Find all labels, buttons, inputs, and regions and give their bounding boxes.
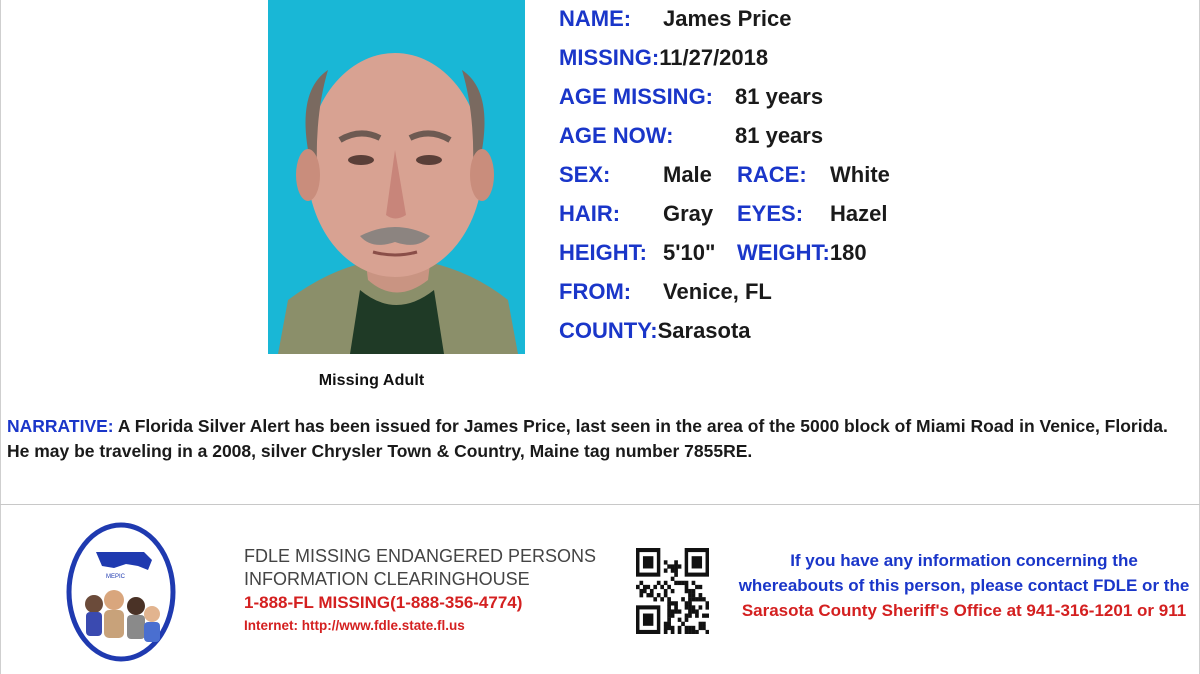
from-label: FROM: (559, 279, 632, 304)
age-now-label: AGE NOW: (559, 123, 674, 148)
height-field (559, 240, 716, 266)
height-label: HEIGHT: (559, 240, 647, 265)
hair-field (559, 201, 714, 227)
narrative (7, 414, 1195, 464)
name-value: James Price (663, 6, 792, 31)
contact-line1: If you have any information concerning the (790, 551, 1138, 570)
logo-text: MEPIC (106, 574, 126, 580)
hair-label: HAIR: (559, 201, 621, 226)
county-value: Sarasota (657, 318, 751, 343)
missing-date-value: 11/27/2018 (659, 45, 769, 70)
eyes-field (737, 201, 888, 227)
missing-date-label: MISSING: (559, 45, 660, 70)
weight-field (737, 240, 867, 266)
sex-label: SEX: (559, 162, 611, 187)
age-missing-field (559, 84, 824, 110)
age-missing-label: AGE MISSING: (559, 84, 714, 109)
race-value: White (830, 162, 890, 187)
age-now-value: 81 years (735, 123, 824, 148)
contact-line2: whereabouts of this person, please contact FDLE or the (738, 576, 1190, 595)
county-label: COUNTY: (559, 318, 658, 343)
narrative-text: A Florida Silver Alert has been issued for James Price, last seen in the area of the 5000 block of Miami Road in Venice, Florida. He may be traveling in a 2008, silver Chrysler Town & Country, Maine tag number 7855RE. (7, 416, 1168, 461)
from-field (559, 279, 772, 305)
age-missing-value: 81 years (735, 84, 824, 109)
contact-line3: Sarasota County Sheriff's Office at 941-316-1201 or 911 (741, 601, 1187, 620)
qr-code-icon (636, 548, 709, 634)
section-divider (0, 504, 1200, 505)
org-line1: FDLE MISSING ENDANGERED PERSONS (244, 546, 597, 566)
narrative-label: NARRATIVE: (7, 416, 114, 436)
age-now-field (559, 123, 824, 149)
org-phone: 1-888-FL MISSING(1-888-356-4774) (244, 593, 523, 612)
missing-date-field (559, 45, 768, 71)
sex-value: Male (663, 162, 712, 187)
sex-field (559, 162, 712, 188)
org-info (244, 545, 596, 637)
from-value: Venice, FL (663, 279, 772, 304)
weight-value: 180 (829, 240, 867, 265)
race-label: RACE: (737, 162, 807, 187)
florida-state-logo-icon (66, 522, 176, 662)
name-field (559, 6, 792, 32)
org-line2: INFORMATION CLEARINGHOUSE (244, 569, 530, 589)
photo-caption: Missing Adult (318, 372, 425, 389)
race-field (737, 162, 890, 188)
contact-info (730, 548, 1198, 623)
org-internet: Internet: http://www.fdle.state.fl.us (244, 618, 465, 633)
page-border-left (0, 0, 1, 674)
county-field (559, 318, 751, 344)
height-value: 5'10" (663, 240, 716, 265)
eyes-label: EYES: (737, 201, 804, 226)
name-label: NAME: (559, 6, 632, 31)
weight-label: WEIGHT: (737, 240, 830, 265)
hair-value: Gray (663, 201, 714, 226)
eyes-value: Hazel (830, 201, 888, 226)
missing-person-photo (268, 0, 525, 354)
